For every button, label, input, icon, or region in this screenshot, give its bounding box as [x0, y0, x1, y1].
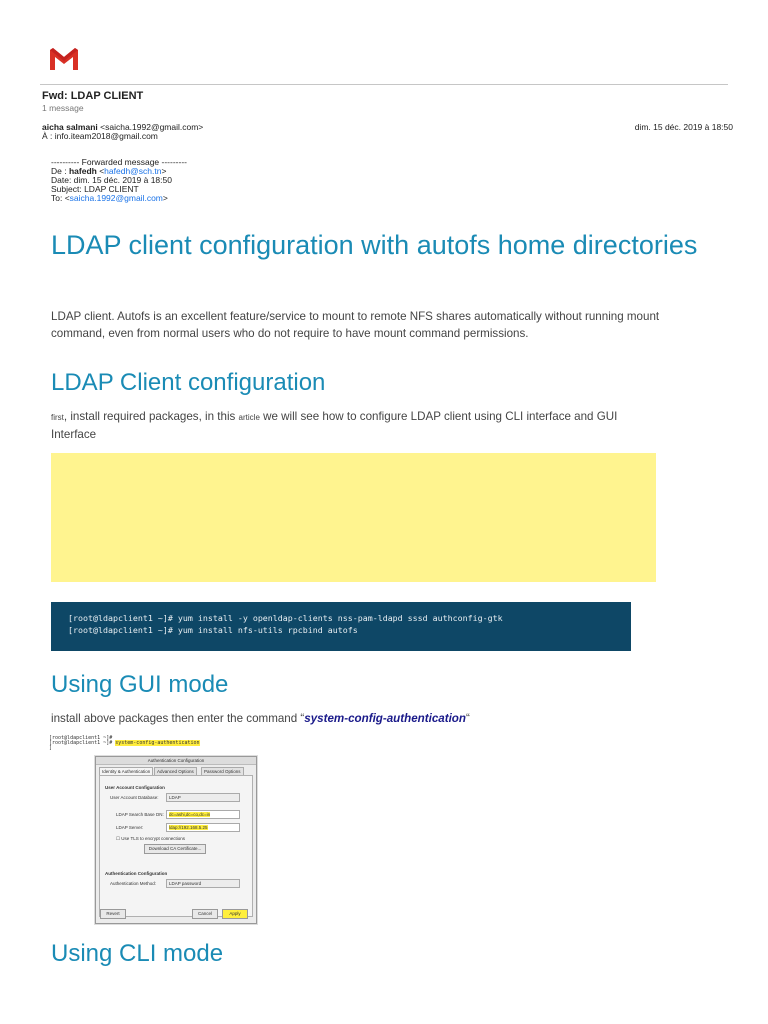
intro-paragraph: LDAP client. Autofs is an excellent feature/service to mount to remote NFS shares automatically without running mount command, even from normal users who do not require to have mount command permissions.: [51, 310, 660, 340]
forwarded-to-email-link[interactable]: saicha.1992@gmail.com: [69, 193, 163, 203]
tab-advanced[interactable]: Advanced Options: [154, 767, 197, 776]
revert-button[interactable]: Revert: [100, 909, 126, 919]
recipient-line: À : info.iteam2018@gmail.com: [42, 131, 158, 141]
gui-paragraph: install above packages then enter the command “system-config-authentication“: [51, 712, 470, 725]
terminal-lines: [root@ldapclient1 ~]# [root@ldapclient1 ~]# system-config-authentication ]: [49, 735, 200, 751]
article-title: LDAP client configuration with autofs home directories: [51, 230, 698, 260]
download-ca-button[interactable]: Download CA Certificate...: [144, 844, 206, 854]
section-gui-heading: Using GUI mode: [51, 671, 229, 698]
user-account-db-label: User Account Database:: [110, 795, 159, 800]
section-cli-heading: Using CLI mode: [51, 940, 224, 967]
forwarded-from-email-link[interactable]: hafedh@sch.tn: [104, 166, 162, 176]
gmail-logo-icon: [48, 46, 80, 72]
tls-checkbox-label[interactable]: ☐ Use TLS to encrypt connections: [116, 836, 185, 841]
dialog-title: Authentication Configuration: [96, 757, 256, 765]
auth-method-select[interactable]: LDAP password: [166, 879, 240, 888]
cancel-button[interactable]: Cancel: [192, 909, 218, 919]
ad-placeholder-box: [51, 453, 656, 582]
ldap-server-input[interactable]: ldap://192.168.5.25: [166, 823, 240, 832]
email-subject: Fwd: LDAP CLIENT: [42, 90, 144, 102]
gui-screenshot: [49, 736, 257, 924]
tab-identity[interactable]: Identity & Authentication: [99, 767, 153, 776]
header-divider: [40, 84, 728, 85]
ldap-base-dn-label: LDAP Search Base DN:: [116, 812, 164, 817]
ldap-server-label: LDAP Server:: [116, 825, 144, 830]
dialog-body: [99, 775, 253, 917]
auth-method-label: Authentication Method:: [110, 881, 157, 886]
sender-email: <saicha.1992@gmail.com>: [100, 122, 204, 132]
user-account-db-select[interactable]: LDAP: [166, 793, 240, 802]
apply-button[interactable]: Apply: [222, 909, 248, 919]
forwarded-separator: ---------- Forwarded message ---------: [51, 157, 187, 167]
auth-config-label: Authentication Configuration: [105, 871, 168, 876]
tab-password[interactable]: Password Options: [201, 767, 244, 776]
ldap-base-dn-input[interactable]: dc=ashi,dc=co,dc=in: [166, 810, 240, 819]
forwarded-date: Date: dim. 15 déc. 2019 à 18:50: [51, 175, 172, 185]
email-date: dim. 15 déc. 2019 à 18:50: [634, 122, 733, 132]
forwarded-header: [51, 158, 187, 203]
auth-config-dialog: [95, 756, 257, 924]
forwarded-subject: Subject: LDAP CLIENT: [51, 184, 139, 194]
forwarded-from: De : hafedh <hafedh@sch.tn>: [51, 166, 167, 176]
sender-name: aicha salmani: [42, 122, 98, 132]
user-account-config-label: User Account Configuration: [105, 785, 165, 790]
code-block: [51, 602, 631, 651]
message-count: 1 message: [42, 103, 84, 113]
section-ldap-client-heading: LDAP Client configuration: [51, 369, 326, 396]
code-line: [root@ldapclient1 ~]# yum install nfs-utils rpcbind autofs: [68, 625, 358, 635]
install-paragraph: first, install required packages, in this article we will see how to configure LDAP client using CLI interface and GUI Interface: [51, 410, 618, 441]
forwarded-to: To: <saicha.1992@gmail.com>: [51, 193, 168, 203]
command-name: system-config-authentication: [304, 712, 466, 725]
code-line: [root@ldapclient1 ~]# yum install -y openldap-clients nss-pam-ldapd sssd authconfig-gtk: [68, 613, 503, 623]
